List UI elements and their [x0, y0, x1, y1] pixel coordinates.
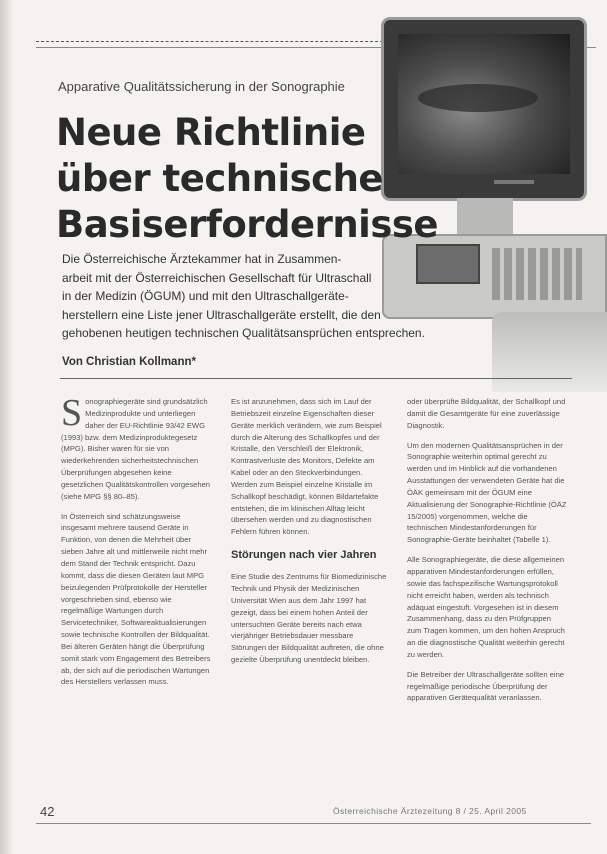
author-byline: Von Christian Kollmann* [62, 356, 196, 368]
title-line: Neue Richtlinie [56, 111, 366, 154]
section-subheading: Störungen nach vier Jahren [231, 549, 377, 562]
text-column-3 [407, 396, 567, 704]
title-line: Basiserfordernisse [56, 203, 438, 246]
lead-line: arbeit mit der Österreichischen Gesellschaft für Ultraschall [62, 270, 372, 285]
body-paragraph: Sonographiegeräte sind grundsätzlich Medizinprodukte und unterliegen daher der EU-Richtlinie 93/42 EWG (1993) bzw. dem Medizinproduktegesetz (MPG). Bisher waren für sie von wiederkehrenden sicherheitstechnischen Überprüfungen abgesehen keine gesetzlichen Qualitätskontrollen vorgesehen (siehe MPG §§ 80–85). [61, 392, 211, 501]
body-paragraph: In Österreich sind schätzungsweise insgesamt mehrere tausend Geräte in Funktion, von denen die Mehrheit über sieben Jahre alt und mittlerweile nicht mehr dem Stand der Technik entspricht. Dazu kommt, dass die diesen Geräten laut MPG beizulegenden Prüfprotokolle der Hersteller vorgeschrieben sind, ebenso wie regelmäßige Wartungen durch Servicetechniker, Softwareaktualisierungen sowie technische Kontrollen der Bildqualität. Bei älteren Geräten hängt die Überprüfung somit stark vom Engagement des Betreibers ab, der sich auf die periodischen Wartungen des Herstellers verlassen muss. [61, 511, 211, 687]
device-brand-plate [494, 180, 534, 184]
control-keys [492, 248, 582, 300]
article-title [56, 110, 438, 248]
text-column-1 [61, 392, 211, 688]
article-kicker: Apparative Qualitätssicherung in der Sonographie [58, 79, 345, 94]
device-base [492, 312, 607, 392]
text-column-2 [231, 396, 387, 666]
control-touchscreen [416, 244, 480, 284]
page-number: 42 [40, 804, 55, 819]
bottom-rule [36, 823, 591, 824]
body-paragraph: Eine Studie des Zentrums für Biomedizinische Technik und Physik der Medizinischen Universität Wien aus dem Jahr 1997 hat gezeigt, dass bei einem hohen Anteil der untersuchten Geräte bereits nach etwa vierjähriger Betriebsdauer messbare Störungen der Bildqualität auftreten, die ohne gezielte Überprüfung unentdeckt bleiben. [231, 572, 387, 665]
title-line: über technische [56, 157, 384, 200]
lead-line: Die Österreichische Ärztekammer hat in Zusammen- [62, 252, 342, 266]
lead-line: herstellern eine Liste jener Ultraschallgeräte erstellt, die den [62, 307, 381, 322]
lead-line: in der Medizin (ÖGUM) und mit den Ultraschallgeräte- [62, 289, 349, 303]
lead-line: gehobenen heutigen technischen Qualitätsansprüchen entsprechen. [62, 326, 425, 340]
top-dashed-rule [36, 41, 398, 42]
device-stand [457, 198, 513, 238]
drop-cap: S [61, 392, 83, 434]
body-paragraph: Alle Sonographiegeräte, die diese allgemeinen apparativen Mindestanforderungen erfüllen, sowie das fachspezifische Wartungsprotokoll nicht erreicht haben, werden als technisch adäquat eingestuft. Vorgesehen ist in diesem Zusammenhang, dass zu den Prüfgruppen zum Tragen kommen, um den hohen Anspruch an die diagnostische Qualität weiterhin gerecht zu werden. [407, 555, 565, 659]
page-gutter-shadow [0, 0, 14, 854]
body-paragraph: Um den modernen Qualitätsansprüchen in der Sonographie weiterhin optimal gerecht zu werden und im Hinblick auf die vorhandenen Ausstattungen der verwendeten Geräte hat die ÖÄK gemeinsam mit der ÖGUM eine Aktualisierung der Sonographie-Richtlinie (ÖÄZ 15/2005) vorgenommen, welche die technischen Mindestanforderungen für Sonographie-Geräte beinhaltet (Tabelle 1). [407, 440, 567, 545]
body-paragraph: oder überprüfte Bildqualität, der Schallkopf und damit die Gesamtgeräte für eine zuverlässige Diagnostik. [407, 397, 566, 430]
body-paragraph: Die Betreiber der Ultraschallgeräte sollten eine regelmäßige periodische Überprüfung der apparativen Gerätequalität veranlassen. [407, 669, 565, 703]
section-rule [60, 378, 572, 379]
body-paragraph: Es ist anzunehmen, dass sich im Lauf der Betriebszeit einzelne Eigenschaften dieser Geräte merklich verändern, wie zum Beispiel durch die Alterung des Schallkopfes und der Kristalle, den Verschleiß der Elektronik, Kontrastverluste des Monitors, Defekte am Kabel oder an den Steckverbindungen. Werden zum Beispiel einzelne Kristalle im Schallkopf beschädigt, können Bildartefakte entstehen, die im klinischen Alltag leicht übersehen werden und zu diagnostischen Fehlern führen können. [231, 397, 382, 537]
article-lead [62, 250, 425, 343]
publication-footer: Österreichische Ärztezeitung 8 / 25. April 2005 [333, 806, 527, 816]
